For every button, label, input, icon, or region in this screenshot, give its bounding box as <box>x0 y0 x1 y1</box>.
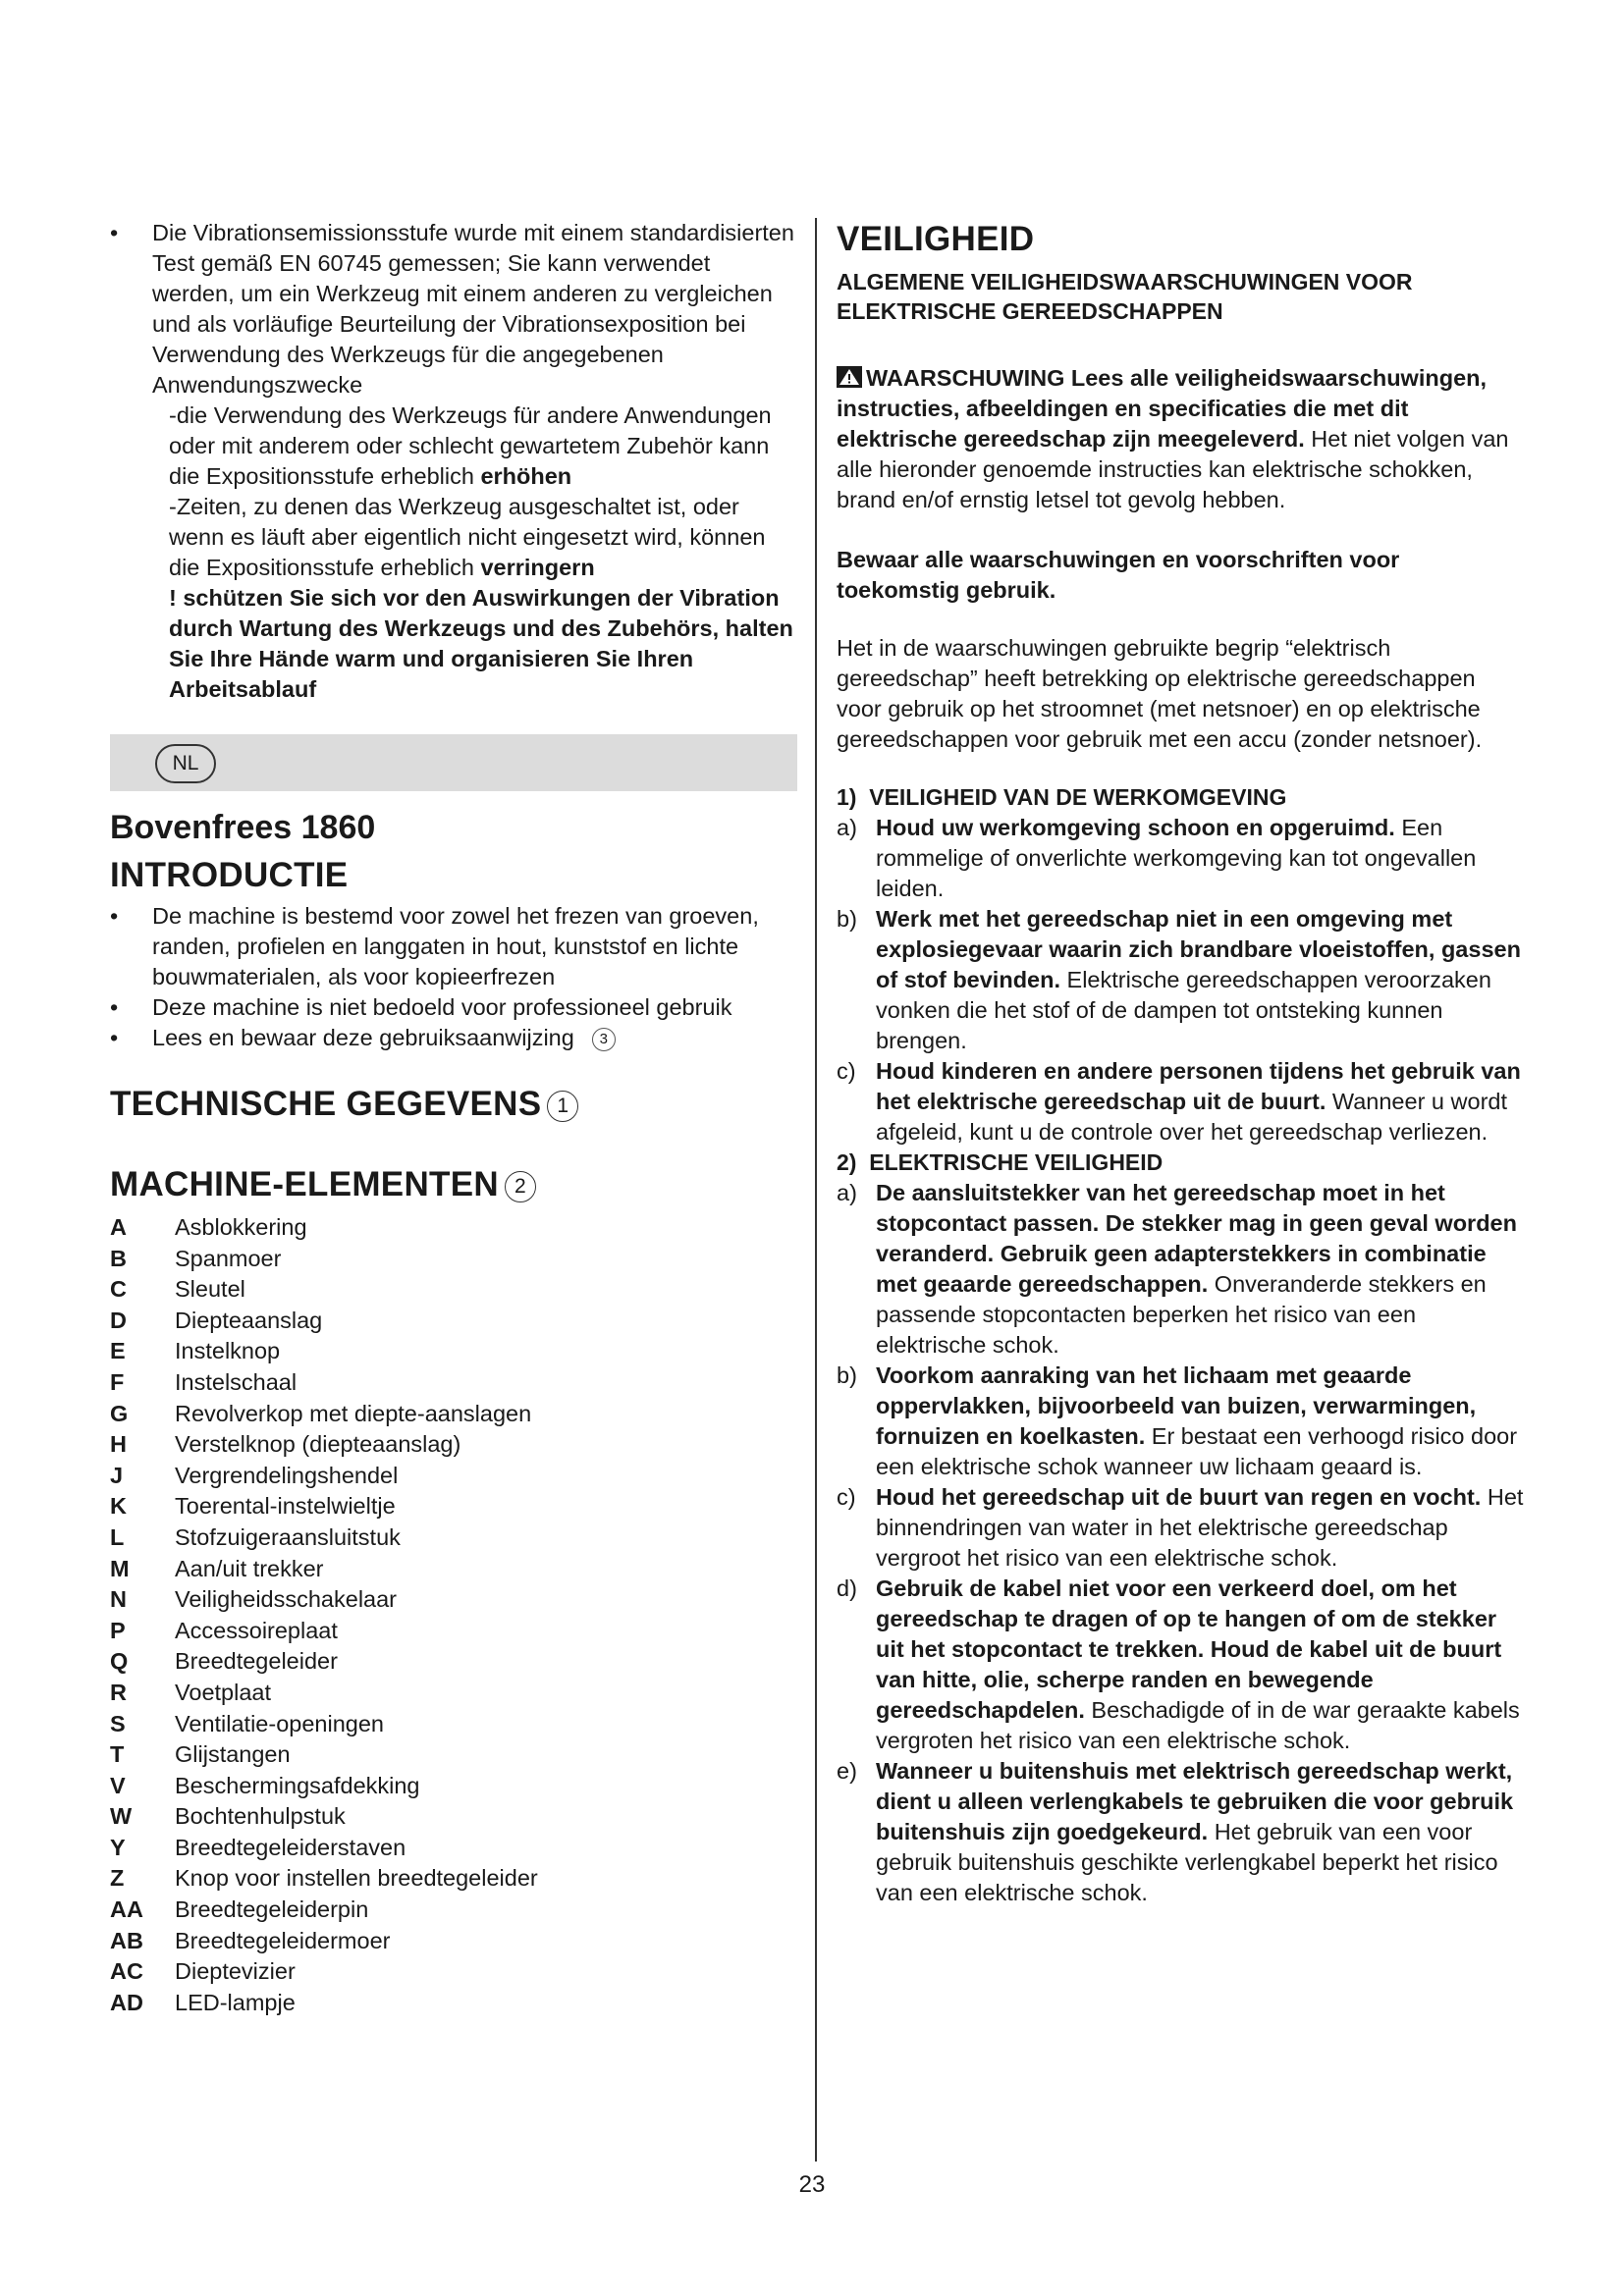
item-text: Het binnendringen van water in het elektrische gereedschap vergroot het risico van een elektrische schok. <box>876 1484 1524 1571</box>
element-code: H <box>110 1431 127 1458</box>
item-label: a) <box>837 815 857 840</box>
element-code: AD <box>110 1989 143 2015</box>
element-row <box>110 1554 797 1585</box>
item-text: Beschadigde of in de war geraakte kabels vergroten het risico van een elektrische schok. <box>876 1697 1520 1753</box>
vibration-bullet: • Die Vibrationsemissionsstufe wurde mit einem standardisierten Test gemäß EN 60745 gemessen; Sie kann verwendet werden, um ein Werkzeug mit einem anderen zu vergleichen und als vorläufige Beurteilung der Vibrationsexposition bei Verwendung des Werkzeugs für die angegebenen Anwendungszwecke <box>110 218 797 400</box>
element-code: N <box>110 1586 127 1613</box>
item-bold-text: Gebruik de kabel niet voor een verkeerd doel, om het gereedschap te dragen of op te hangen of om de stekker uit het stopcontact te trekken. Houd de kabel uit de buurt van hitte, olie, scherpe randen en bewegende gereedschapdelen. <box>876 1575 1502 1723</box>
element-name: Diepteaanslag <box>175 1307 323 1333</box>
element-row <box>110 1491 797 1522</box>
element-code: G <box>110 1400 129 1426</box>
item-text: Er bestaat een verhoogd risico door een elektrische schok wanneer uw lichaam geaard is. <box>876 1423 1518 1479</box>
element-row <box>110 1988 797 2019</box>
section2-item <box>837 1361 1524 1482</box>
vibration-sub-1: -die Verwendung des Werkzeugs für andere Anwendungen oder mit anderem oder schlecht gewartetem Zubehör kann die Expositionsstufe erheblich erhöhen <box>169 402 772 489</box>
intro-list <box>110 901 797 1053</box>
item-bold-text: Werk met het gereedschap niet in een omgeving met explosiegevaar waarin zich brandbare vloeistoffen, gassen of stof bevinden. <box>876 906 1521 992</box>
section1-item <box>837 904 1524 1056</box>
item-label: c) <box>837 1484 856 1510</box>
intro-bullet-2: • Deze machine is niet bedoeld voor professioneel gebruik <box>110 992 797 1023</box>
item-label: a) <box>837 1180 857 1205</box>
safety-subheading: ALGEMENE VEILIGHEIDSWAARSCHUWINGEN VOOR ELEKTRISCHE GEREEDSCHAPPEN <box>837 269 1413 324</box>
figure-ref-1: 1 <box>547 1091 578 1122</box>
elements-heading: MACHINE-ELEMENTEN 2 <box>110 1163 797 1206</box>
keep-instructions: Bewaar alle waarschuwingen en voorschriften voor toekomstig gebruik. <box>837 547 1400 603</box>
element-name: Breedtegeleiderpin <box>175 1896 369 1923</box>
element-code: C <box>110 1276 127 1303</box>
element-name: Asblokkering <box>175 1214 307 1240</box>
element-code: P <box>110 1617 126 1643</box>
element-code: AC <box>110 1958 143 1985</box>
element-name: Glijstangen <box>175 1741 291 1768</box>
item-text: Het gebruik van een voor gebruik buitenshuis geschikte verlengkabel beperkt het risico van een elektrische schok. <box>876 1819 1498 1905</box>
element-name: Voetplaat <box>175 1679 272 1705</box>
language-bar <box>110 734 797 791</box>
element-code: B <box>110 1245 127 1271</box>
element-name: Ventilatie-openingen <box>175 1710 384 1736</box>
element-row <box>110 1771 797 1802</box>
element-name: Revolverkop met diepte-aanslagen <box>175 1400 532 1426</box>
element-name: Breedtegeleidermoer <box>175 1927 391 1953</box>
element-row <box>110 1646 797 1678</box>
element-name: Aan/uit trekker <box>175 1555 324 1581</box>
element-row <box>110 1739 797 1771</box>
element-code: M <box>110 1555 130 1581</box>
element-row <box>110 1926 797 1957</box>
intro-bullet-3: • Lees en bewaar deze gebruiksaanwijzing 3 <box>110 1023 797 1053</box>
item-bold-text: Houd uw werkomgeving schoon en opgeruimd. <box>876 815 1395 840</box>
element-code: R <box>110 1679 127 1705</box>
element-row <box>110 1399 797 1430</box>
element-row <box>110 1429 797 1461</box>
right-column <box>837 218 1524 1908</box>
element-row <box>110 1336 797 1367</box>
element-code: S <box>110 1710 126 1736</box>
element-name: Breedtegeleiderstaven <box>175 1834 406 1860</box>
element-row <box>110 1306 797 1337</box>
element-code: E <box>110 1338 126 1364</box>
element-name: Instelknop <box>175 1338 281 1364</box>
section-1-items <box>837 813 1524 1148</box>
figure-ref-3: 3 <box>592 1028 616 1051</box>
element-row <box>110 1584 797 1616</box>
element-name: Spanmoer <box>175 1245 282 1271</box>
section1-item <box>837 813 1524 904</box>
intro-heading: INTRODUCTIE <box>110 856 349 894</box>
vibration-sub-3: ! schützen Sie sich vor den Auswirkungen der Vibration durch Wartung des Werkzeugs und des Zubehörs, halten Sie Ihre Hände warm und organisieren Sie Ihren Arbeitsablauf <box>169 585 793 702</box>
element-name: Bochtenhulpstuk <box>175 1803 346 1830</box>
column-divider <box>815 218 817 2162</box>
element-row <box>110 1709 797 1740</box>
element-name: Vergrendelingshendel <box>175 1462 399 1488</box>
element-row <box>110 1863 797 1895</box>
product-title: Bovenfrees 1860 <box>110 809 376 846</box>
element-code: A <box>110 1214 127 1240</box>
item-label: b) <box>837 906 857 932</box>
item-bold-text: Wanneer u buitenshuis met elektrisch gereedschap werkt, dient u alleen verlengkabels te gebruiken die voor gebruik buitenshuis zijn goedgekeurd. <box>876 1758 1514 1844</box>
element-code: Y <box>110 1834 126 1860</box>
element-name: Stofzuigeraansluitstuk <box>175 1523 401 1550</box>
item-label: d) <box>837 1575 857 1601</box>
element-code: Q <box>110 1648 129 1675</box>
element-row <box>110 1678 797 1709</box>
left-column <box>110 218 797 2018</box>
element-name: Verstelknop (diepteaanslag) <box>175 1431 461 1458</box>
figure-ref-2: 2 <box>505 1171 536 1202</box>
warning-icon <box>837 366 862 388</box>
warning-paragraph: WAARSCHUWING Lees alle veiligheidswaarschuwingen, instructies, afbeeldingen en specificaties die met dit elektrische gereedschap zijn meegeleverd. Het niet volgen van alle hieronder genoemde instructies kan elektrische schokken, brand en/of ernstig letsel tot gevolg hebben. <box>837 365 1509 512</box>
element-name: Toerental-instelwieltje <box>175 1493 396 1520</box>
intro-bullet-1: • De machine is bestemd voor zowel het frezen van groeven, randen, profielen en langgaten in hout, kunststof en lichte bouwmaterialen, als voor kopieerfrezen <box>110 901 797 992</box>
element-name: Veiligheidsschakelaar <box>175 1586 398 1613</box>
section2-item <box>837 1574 1524 1756</box>
element-row <box>110 1833 797 1864</box>
element-code: AB <box>110 1927 143 1953</box>
element-code: D <box>110 1307 127 1333</box>
element-code: T <box>110 1741 125 1768</box>
element-code: Z <box>110 1865 125 1892</box>
element-row <box>110 1616 797 1647</box>
element-code: K <box>110 1493 127 1520</box>
item-label: e) <box>837 1758 857 1784</box>
element-code: J <box>110 1462 124 1488</box>
element-row <box>110 1367 797 1399</box>
element-row <box>110 1956 797 1988</box>
element-row <box>110 1274 797 1306</box>
element-code: L <box>110 1523 125 1550</box>
element-name: Beschermingsafdekking <box>175 1772 420 1798</box>
item-text: Een rommelige of onverlichte werkomgeving kan tot ongevallen leiden. <box>876 815 1477 901</box>
element-row <box>110 1895 797 1926</box>
element-code: F <box>110 1368 125 1395</box>
item-text: Elektrische gereedschappen veroorzaken vonken die het stof of de dampen tot ontsteking kunnen brengen. <box>876 967 1491 1053</box>
element-row <box>110 1522 797 1554</box>
item-label: b) <box>837 1362 857 1388</box>
element-code: V <box>110 1772 126 1798</box>
page-number: 23 <box>798 2171 826 2198</box>
element-name: Sleutel <box>175 1276 245 1303</box>
item-label: c) <box>837 1058 856 1084</box>
safety-heading: VEILIGHEID <box>837 220 1035 258</box>
elements-list <box>110 1212 797 2018</box>
element-name: Instelschaal <box>175 1368 298 1395</box>
item-bold-text: Houd kinderen en andere personen tijdens het gebruik van het elektrische gereedschap uit de buurt. <box>876 1058 1521 1114</box>
element-name: Breedtegeleider <box>175 1648 338 1675</box>
section2-item <box>837 1178 1524 1361</box>
item-text: Onveranderde stekkers en passende stopcontacten beperken het risico van een elektrische schok. <box>876 1271 1487 1358</box>
element-name: Knop voor instellen breedtegeleider <box>175 1865 538 1892</box>
section2-item <box>837 1756 1524 1908</box>
item-bold-text: De aansluitstekker van het gereedschap moet in het stopcontact passen. De stekker mag in geen geval worden veranderd. Gebruik geen adapterstekkers in combinatie met geaarde gereedschappen. <box>876 1180 1517 1297</box>
tech-heading: TECHNISCHE GEGEVENS 1 <box>110 1083 797 1126</box>
element-row <box>110 1801 797 1833</box>
item-bold-text: Houd het gereedschap uit de buurt van regen en vocht. <box>876 1484 1482 1510</box>
element-name: LED-lampje <box>175 1989 296 2015</box>
section-1-heading: 1) VEILIGHEID VAN DE WERKOMGEVING <box>837 784 1287 810</box>
element-name: Accessoireplaat <box>175 1617 338 1643</box>
section2-item <box>837 1482 1524 1574</box>
section1-item <box>837 1056 1524 1148</box>
vibration-sub-2: -Zeiten, zu denen das Werkzeug ausgeschaltet ist, oder wenn es läuft aber eigentlich nicht eingesetzt wird, können die Expositionsstufe erheblich verringern <box>169 494 766 580</box>
item-text: Wanneer u wordt afgeleid, kunt u de controle over het gereedschap verliezen. <box>876 1089 1507 1145</box>
element-row <box>110 1244 797 1275</box>
element-code: W <box>110 1803 133 1830</box>
term-paragraph: Het in de waarschuwingen gebruikte begrip “elektrisch gereedschap” heeft betrekking op elektrische gereedschappen voor gebruik op het stroomnet (met netsnoer) en op elektrische gereedschappen voor gebruik met een accu (zonder netsnoer). <box>837 635 1483 752</box>
language-badge: NL <box>155 744 216 783</box>
element-row <box>110 1212 797 1244</box>
section-2-heading: 2) ELEKTRISCHE VEILIGHEID <box>837 1149 1164 1175</box>
element-name: Dieptevizier <box>175 1958 296 1985</box>
element-code: AA <box>110 1896 143 1923</box>
section-2-items <box>837 1178 1524 1908</box>
element-row <box>110 1461 797 1492</box>
item-bold-text: Voorkom aanraking van het lichaam met geaarde oppervlakken, bijvoorbeeld van buizen, verwarmingen, fornuizen en koelkasten. <box>876 1362 1477 1449</box>
